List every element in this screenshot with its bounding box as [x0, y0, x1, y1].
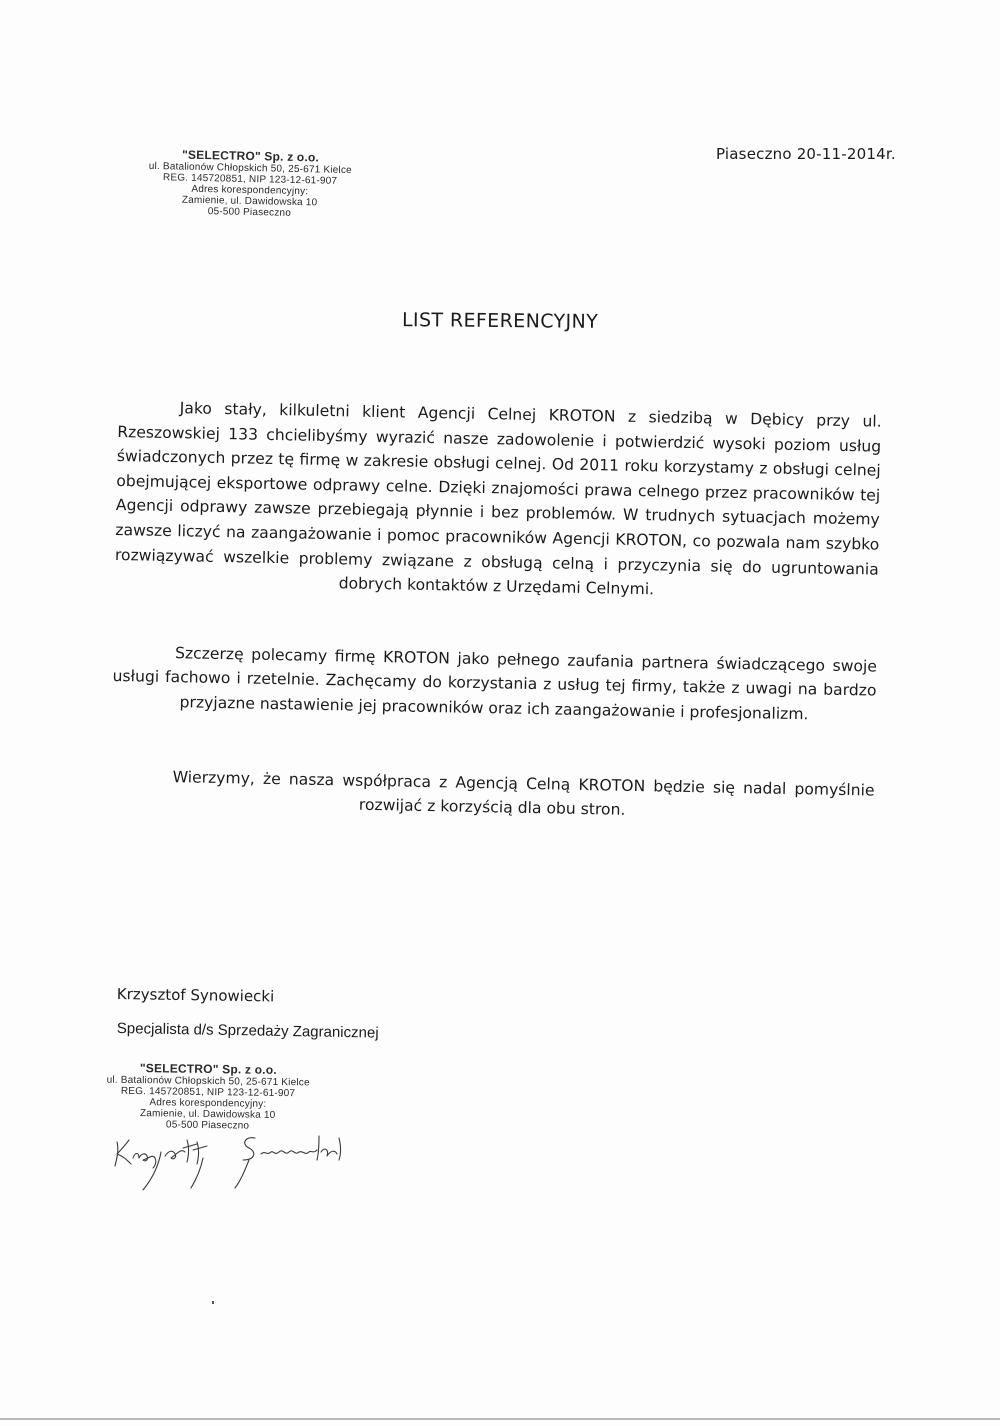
company-stamp-signature: [78, 1061, 339, 1133]
stamp-correspondence-city: 05-500 Piaseczno: [207, 206, 292, 219]
stamp-correspondence-city: 05-500 Piaseczno: [165, 1119, 250, 1132]
letter-title: LIST REFERENCYJNY: [401, 309, 599, 333]
letter-body: [110, 395, 882, 827]
body-paragraph-2: Szczerzę polecamy firmę KROTON jako pełnego zaufania partnera świadczącego swoje usługi fachowo i rzetelnie. Zachęcamy do korzystania z usług tej firmy, także z uwagi na bardzo przyjazne nastawienie jej pracowników oraz ich zaangażowanie i profesjonalizm.: [112, 643, 878, 724]
stamp-correspondence-label: Adres korespondencyjny:: [191, 183, 309, 198]
stamp-correspondence-label: Adres korespondencyjny:: [149, 1097, 267, 1110]
scan-bottom-edge: [0, 1418, 1000, 1420]
letter-date: Piaseczno 20-11-2014r.: [716, 145, 896, 163]
stamp-company-name: "SELECTRO" Sp. z o.o.: [139, 1061, 277, 1077]
stamp-registration: REG. 145720851, NIP 123-12-61-907: [162, 172, 338, 187]
stamp-address: ul. Batalionów Chłopskich 50, 25-671 Kielce: [148, 160, 352, 177]
stamp-correspondence-street: Zamienie, ul. Dawidowska 10: [181, 194, 318, 209]
stamp-registration: REG. 145720851, NIP 123-12-61-907: [120, 1085, 296, 1100]
body-paragraph-1: Jako stały, kilkuletni klient Agencji Celnej KROTON z siedzibą w Dębicy przy ul. Rzeszowskiej 133 chcielibyśmy wyrazić nasze zadowolenie i potwierdzić wysoki poziom usług świadczonych przez tę firmę w zakresie obsługi celnej. Od 2011 roku korzystamy z obsługi celnej obejmującej eksportowe odprawy celne. Dzięki znajomości prawa celnego przez pracowników tej Agencji odprawy zawsze przebiegają płynnie i bez problemów. W trudnych sytuacjach możemy zawsze liczyć na zaangażowanie i pomoc pracowników Agencji KROTON, co pozwala nam szybko rozwiązywać wszelkie problemy związane z obsługą celną i przyczynia się do ugruntowania dobrych kontaktów z Urzędami Celnymi.: [114, 399, 882, 599]
stamp-company-name: "SELECTRO" Sp. z o.o.: [181, 147, 320, 165]
stamp-address: ul. Batalionów Chłopskich 50, 25-671 Kielce: [106, 1074, 310, 1089]
scan-speck: [212, 1301, 214, 1304]
company-stamp-header: [124, 147, 375, 220]
body-paragraph-3: Wierzymy, że nasza współpraca z Agencją Celną KROTON będzie się nadal pomyślnie rozwijać z korzyścią dla obu stron.: [172, 767, 875, 819]
signer-name: Krzysztof Synowiecki: [116, 985, 275, 1006]
stamp-correspondence-street: Zamienie, ul. Dawidowska 10: [139, 1108, 276, 1121]
handwritten-signature: [105, 1128, 365, 1198]
signer-role: Specjalista d/s Sprzedaży Zagranicznej: [116, 1020, 379, 1042]
